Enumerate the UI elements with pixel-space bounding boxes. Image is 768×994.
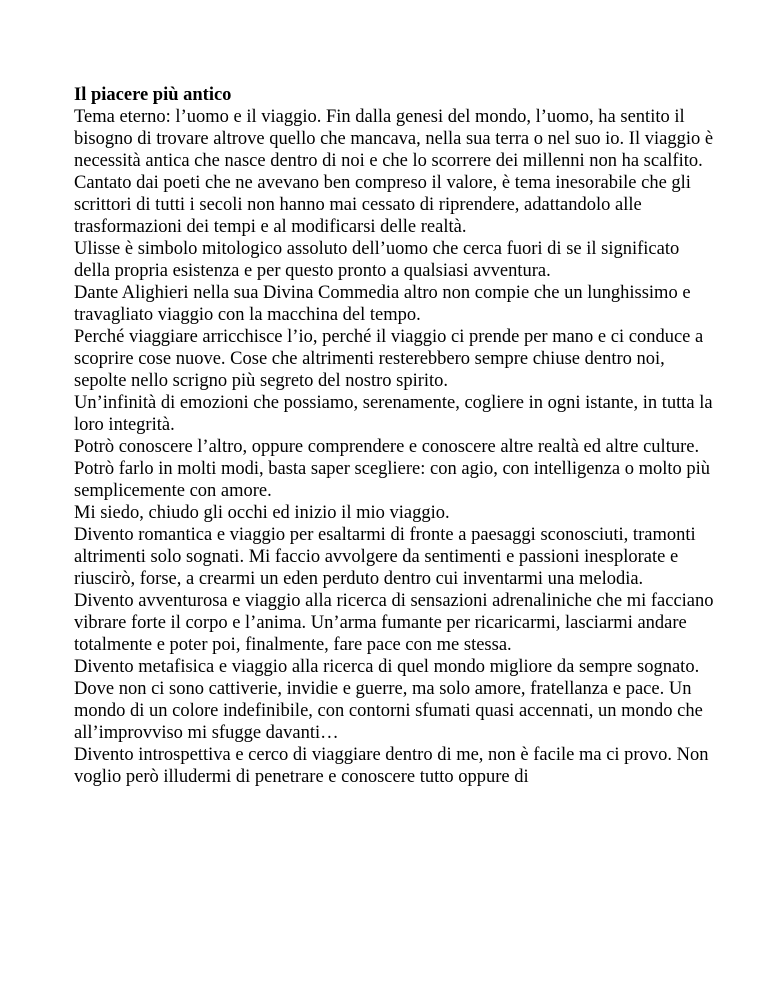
paragraph-8: Mi siedo, chiudo gli occhi ed inizio il mio viaggio. [74, 503, 450, 523]
paragraph-1: Tema eterno: l’uomo e il viaggio. Fin dalla genesi del mondo, l’uomo, ha sentito il bisogno di trovare altrove quello che mancava, nella sua terra o nel suo io. Il viaggio è necessità antica che nasce dentro di noi e che lo scorrere dei millenni non ha scalfito. [74, 107, 714, 171]
paragraph-4: Dante Alighieri nella sua Divina Commedia altro non compie che un lunghissimo e travagliato viaggio con la macchina del tempo. [74, 283, 691, 325]
paragraph-5: Perché viaggiare arricchisce l’io, perché il viaggio ci prende per mano e ci conduce a scoprire cose nuove. Cose che altrimenti resterebbero sempre chiuse dentro noi, sepolte nello scrigno più segreto del nostro spirito. [74, 327, 704, 391]
document-title: Il piacere più antico [74, 85, 232, 105]
paragraph-6: Un’infinità di emozioni che possiamo, serenamente, cogliere in ogni istante, in tutta la loro integrità. [74, 393, 713, 435]
paragraph-11: Divento metafisica e viaggio alla ricerca di quel mondo migliore da sempre sognato. Dove non ci sono cattiverie, invidie e guerre, ma solo amore, fratellanza e pace. Un mondo di un colore indefinibile, con contorni sfumati quasi accennati, un mondo che all’improvviso mi sfugge davanti… [74, 657, 703, 743]
paragraph-3: Ulisse è simbolo mitologico assoluto dell’uomo che cerca fuori di se il significato della propria esistenza e per questo pronto a qualsiasi avventura. [74, 239, 680, 281]
document-page [74, 84, 714, 788]
paragraph-2: Cantato dai poeti che ne avevano ben compreso il valore, è tema inesorabile che gli scrittori di tutti i secoli non hanno mai cessato di riprendere, adattandolo alle trasformazioni dei tempi e al modificarsi delle realtà. [74, 173, 691, 237]
paragraph-7: Potrò conoscere l’altro, oppure comprendere e conoscere altre realtà ed altre culture. Potrò farlo in molti modi, basta saper scegliere: con agio, con intelligenza o molto più semplicemente con amore. [74, 437, 711, 501]
paragraph-12: Divento introspettiva e cerco di viaggiare dentro di me, non è facile ma ci provo. Non voglio però illudermi di penetrare e conoscere tutto oppure di [74, 745, 709, 787]
paragraph-9: Divento romantica e viaggio per esaltarmi di fronte a paesaggi sconosciuti, tramonti altrimenti solo sognati. Mi faccio avvolgere da sentimenti e passioni inesplorate e riuscirò, forse, a crearmi un eden perduto dentro cui inventarmi una melodia. [74, 525, 696, 589]
paragraph-10: Divento avventurosa e viaggio alla ricerca di sensazioni adrenaliniche che mi facciano vibrare forte il corpo e l’anima. Un’arma fumante per ricaricarmi, lasciarmi andare totalmente e poter poi, finalmente, fare pace con me stessa. [74, 591, 714, 655]
